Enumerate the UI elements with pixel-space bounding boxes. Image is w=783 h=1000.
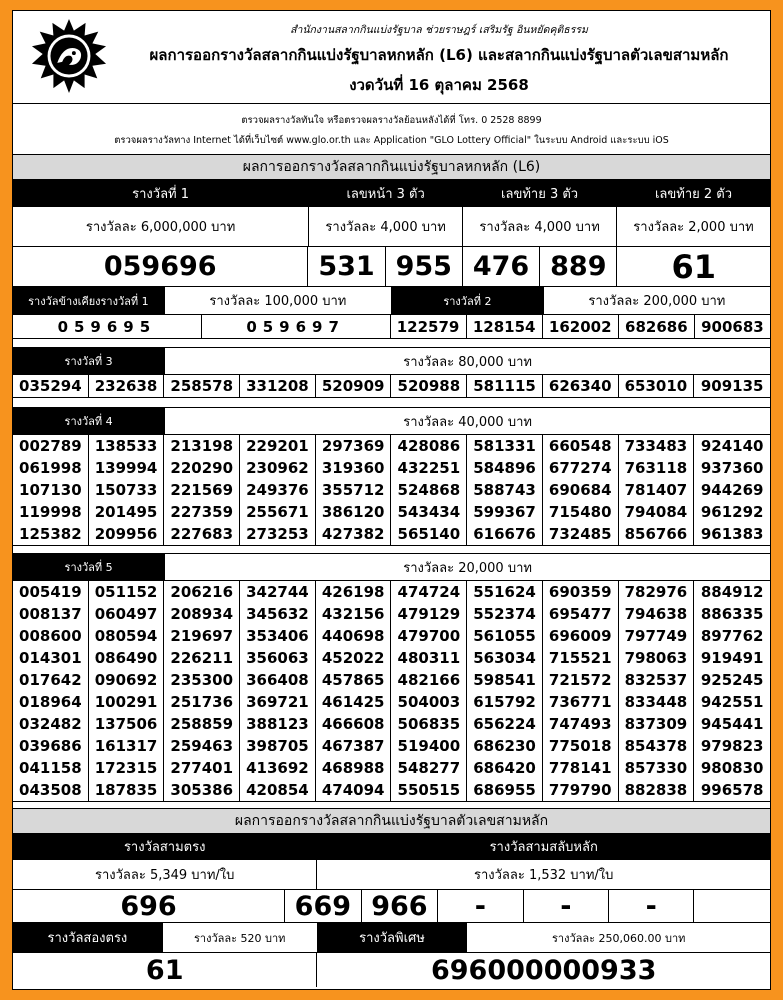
fifth-prize-number: 161317 [89, 735, 165, 757]
fifth-prize-number: 832537 [619, 669, 695, 691]
fourth-prize-number: 690684 [543, 479, 619, 501]
third-prize-number: 520988 [391, 375, 467, 397]
straight3-amount: รางวัลละ 5,349 บาท/ใบ [13, 860, 317, 889]
fourth-prize-number: 524868 [391, 479, 467, 501]
fourth-prize-number: 150733 [89, 479, 165, 501]
fourth-prize-number: 229201 [240, 435, 316, 457]
fourth-prize-number: 119998 [13, 501, 89, 523]
fourth-prize-label: รางวัลที่ 4 [13, 408, 165, 434]
fourth-prize-number: 565140 [391, 523, 467, 545]
back2-amount: รางวัลละ 2,000 บาท [633, 220, 754, 235]
fifth-prize-number: 778141 [543, 757, 619, 779]
fourth-prize-number: 781407 [619, 479, 695, 501]
fifth-prize-number: 479129 [391, 603, 467, 625]
straight2-amount: รางวัลละ 520 บาท [163, 923, 318, 952]
fifth-prize-number: 519400 [391, 735, 467, 757]
fifth-prize-number: 656224 [467, 713, 543, 735]
fifth-prize-number: 461425 [316, 691, 392, 713]
fifth-prize-number: 882838 [619, 779, 695, 801]
fifth-prize-number: 474724 [391, 581, 467, 603]
fourth-prize-number: 139994 [89, 457, 165, 479]
fifth-prize-number: 482166 [391, 669, 467, 691]
fourth-prize-number: 660548 [543, 435, 619, 457]
fourth-prize-number: 961292 [700, 503, 764, 521]
tote3-number: 966 [362, 890, 439, 922]
fifth-prize-number: 736771 [543, 691, 619, 713]
fourth-prize-number: 616676 [467, 523, 543, 545]
fourth-prize-number: 297369 [316, 435, 392, 457]
fourth-prize-number: 227359 [164, 501, 240, 523]
fifth-prize-number: 979823 [700, 737, 764, 755]
fourth-prize-number: 732485 [543, 523, 619, 545]
fifth-prize-number: 043508 [13, 779, 89, 801]
second-prize-number: 162002 [543, 315, 619, 338]
second-prize-number: 682686 [619, 315, 695, 338]
contact-web: ตรวจผลรางวัลทาง Internet ได้ที่เว็บไซต์ www.glo.or.th และ Application "GLO Lottery Official" ในระบบ Android และระบบ iOS [114, 135, 669, 146]
fourth-prize-number: 138533 [89, 435, 165, 457]
fourth-prize-number: 715480 [543, 501, 619, 523]
first-prize-label: รางวัลที่ 1 [13, 180, 309, 206]
fourth-prize-number: 061998 [13, 457, 89, 479]
back3-amount: รางวัลละ 4,000 บาท [463, 207, 617, 246]
fifth-prize-number: 598541 [467, 669, 543, 691]
fifth-prize-number: 259463 [164, 735, 240, 757]
glo-emblem-icon [30, 17, 108, 95]
fifth-prize-number: 854378 [619, 735, 695, 757]
fourth-prize-number: 733483 [619, 435, 695, 457]
tote3-number: 669 [285, 890, 362, 922]
fifth-prize-number: 686230 [467, 735, 543, 757]
fourth-prize-number: 924140 [700, 437, 764, 455]
contact-phone: ตรวจผลรางวัลทันใจ หรือตรวจผลรางวัลย้อนหลังได้ที่ โทร. 0 2528 8899 [241, 115, 542, 126]
fifth-prize-number: 086490 [89, 647, 165, 669]
fifth-prize-number: 833448 [619, 691, 695, 713]
fourth-prize-amount: รางวัลละ 40,000 บาท [403, 414, 532, 430]
fifth-prize-number: 721572 [543, 669, 619, 691]
fifth-prize-number: 017642 [13, 669, 89, 691]
fifth-prize-number: 506835 [391, 713, 467, 735]
third-prize-number: 626340 [543, 375, 619, 397]
fifth-prize-number: 251736 [164, 691, 240, 713]
special-prize-number: 696000000933 [430, 954, 657, 986]
straight3-label: รางวัลสามตรง [13, 834, 317, 859]
third-prize-number: 581115 [467, 375, 543, 397]
fifth-prize-number: 468988 [316, 757, 392, 779]
fifth-prize-number: 258859 [164, 713, 240, 735]
third-prize-number: 331208 [240, 375, 316, 397]
empty-cell [694, 890, 770, 922]
fifth-prize-number: 747493 [543, 713, 619, 735]
fourth-prize-number: 584896 [467, 457, 543, 479]
fifth-prize-number: 345632 [240, 603, 316, 625]
page-title: ผลการออกรางวัลสลากกินแบ่งรัฐบาลหกหลัก (L6) และสลากกินแบ่งรัฐบาลตัวเลขสามหลัก [149, 46, 729, 64]
fifth-prize-number: 857330 [619, 757, 695, 779]
fifth-prize-number: 426198 [316, 581, 392, 603]
fifth-prize-number: 005419 [13, 581, 89, 603]
fourth-prize-number: 273253 [240, 523, 316, 545]
straight2-label: รางวัลสองตรง [13, 923, 163, 952]
header [13, 11, 770, 104]
fifth-prize-number: 452022 [316, 647, 392, 669]
fifth-prize-number: 353406 [240, 625, 316, 647]
org-line: สำนักงานสลากกินแบ่งรัฐบาล ช่วยราษฎร์ เสริมรัฐ อินหยัดคุติธรรม [290, 24, 588, 36]
straight3-number: 696 [13, 890, 285, 922]
fifth-prize-number: 206216 [164, 581, 240, 603]
fifth-prize-number: 366408 [240, 669, 316, 691]
fifth-prize-label: รางวัลที่ 5 [13, 554, 165, 580]
fifth-prize-number: 305386 [164, 779, 240, 801]
tote3-amount: รางวัลละ 1,532 บาท/ใบ [473, 868, 614, 883]
fourth-prize-number: 581331 [467, 435, 543, 457]
fourth-prize-number: 002789 [13, 435, 89, 457]
third-prize-number: 653010 [619, 375, 695, 397]
fourth-prize-number: 428086 [391, 435, 467, 457]
fifth-prize-number: 420854 [240, 779, 316, 801]
fourth-prize-number: 794084 [619, 501, 695, 523]
front3-label: เลขหน้า 3 ตัว [309, 180, 463, 206]
second-prize-label: รางวัลที่ 2 [392, 287, 544, 314]
fourth-prize-number: 599367 [467, 501, 543, 523]
fifth-prize-number: 008600 [13, 625, 89, 647]
lottery-result-sheet [12, 10, 771, 990]
fourth-prize-number: 230962 [240, 457, 316, 479]
fifth-prize-number: 690359 [543, 581, 619, 603]
fifth-prize-number: 398705 [240, 735, 316, 757]
fourth-prize-number: 386120 [316, 501, 392, 523]
fourth-prize-number: 201495 [89, 501, 165, 523]
fourth-prize-number: 543434 [391, 501, 467, 523]
near-first-amount: รางวัลละ 100,000 บาท [165, 287, 392, 314]
fourth-prize-numbers [13, 435, 770, 546]
fifth-prize-number: 561055 [467, 625, 543, 647]
fifth-prize-number: 440698 [316, 625, 392, 647]
fourth-prize-number: 227683 [164, 523, 240, 545]
fifth-prize-number: 457865 [316, 669, 392, 691]
fifth-prize-number: 798063 [619, 647, 695, 669]
near-first-number: 059695 [13, 315, 202, 338]
fifth-prize-number: 779790 [543, 779, 619, 801]
fifth-prize-number: 686955 [467, 779, 543, 801]
second-prize-number: 128154 [467, 315, 543, 338]
fifth-prize-number: 996578 [700, 781, 764, 799]
fifth-prize-number: 137506 [89, 713, 165, 735]
fifth-prize-number: 686420 [467, 757, 543, 779]
fifth-prize-number: 925245 [700, 671, 764, 689]
fifth-prize-number: 715521 [543, 647, 619, 669]
fifth-prize-number: 886335 [700, 605, 764, 623]
fifth-prize-number: 219697 [164, 625, 240, 647]
third-prize-number: 909135 [700, 377, 764, 395]
back3-number: 889 [540, 247, 617, 286]
fourth-prize-number: 213198 [164, 435, 240, 457]
fifth-prize-amount: รางวัลละ 20,000 บาท [403, 560, 532, 576]
fifth-prize-number: 837309 [619, 713, 695, 735]
fifth-prize-number: 369721 [240, 691, 316, 713]
fourth-prize-number: 255671 [240, 501, 316, 523]
fifth-prize-number: 563034 [467, 647, 543, 669]
fourth-prize-number: 944269 [700, 481, 764, 499]
fifth-prize-number: 018964 [13, 691, 89, 713]
fifth-prize-number: 226211 [164, 647, 240, 669]
fifth-prize-number: 467387 [316, 735, 392, 757]
front3-number: 531 [308, 247, 385, 286]
fourth-prize-number: 209956 [89, 523, 165, 545]
fifth-prize-number: 041158 [13, 757, 89, 779]
first-prize-amount: รางวัลละ 6,000,000 บาท [13, 207, 309, 246]
special-prize-label: รางวัลพิเศษ [318, 923, 468, 952]
tote3-label: รางวัลสามสลับหลัก [317, 834, 770, 859]
first-prize-number: 059696 [13, 247, 308, 286]
tote3-number: - [524, 890, 609, 922]
back3-number: 476 [463, 247, 540, 286]
fifth-prize-number: 919491 [700, 649, 764, 667]
fifth-prize-number: 480311 [391, 647, 467, 669]
fourth-prize-number: 677274 [543, 457, 619, 479]
fifth-prize-number: 090692 [89, 669, 165, 691]
fourth-prize-number: 937360 [700, 459, 764, 477]
fifth-prize-number: 980830 [700, 759, 764, 777]
draw-date: งวดวันที่ 16 ตุลาคม 2568 [349, 76, 529, 94]
fifth-prize-number: 550515 [391, 779, 467, 801]
fifth-prize-number: 100291 [89, 691, 165, 713]
near-first-label: รางวัลข้างเคียงรางวัลที่ 1 [13, 287, 165, 314]
third-prize-label: รางวัลที่ 3 [13, 348, 165, 374]
fifth-prize-number: 782976 [619, 581, 695, 603]
special-prize-amount: รางวัลละ 250,060.00 บาท [551, 931, 686, 945]
fifth-prize-number: 277401 [164, 757, 240, 779]
fifth-prize-number: 942551 [700, 693, 764, 711]
fourth-prize-number: 249376 [240, 479, 316, 501]
fifth-prize-number: 413692 [240, 757, 316, 779]
fourth-prize-number: 107130 [13, 479, 89, 501]
fifth-prize-numbers [13, 581, 770, 802]
fourth-prize-number: 355712 [316, 479, 392, 501]
third-prize-numbers [13, 375, 770, 398]
fifth-prize-number: 794638 [619, 603, 695, 625]
front3-amount: รางวัลละ 4,000 บาท [309, 207, 463, 246]
fifth-prize-number: 504003 [391, 691, 467, 713]
third-prize-number: 520909 [316, 375, 392, 397]
fifth-prize-number: 945441 [700, 715, 764, 733]
fourth-prize-number: 588743 [467, 479, 543, 501]
third-prize-number: 035294 [13, 375, 89, 397]
fifth-prize-number: 172315 [89, 757, 165, 779]
back2-label: เลขท้าย 2 ตัว [617, 180, 770, 206]
fifth-prize-number: 548277 [391, 757, 467, 779]
fifth-prize-number: 235300 [164, 669, 240, 691]
tote3-number: - [438, 890, 523, 922]
fifth-prize-number: 432156 [316, 603, 392, 625]
third-prize-amount: รางวัลละ 80,000 บาท [403, 354, 532, 370]
fifth-prize-number: 897762 [700, 627, 764, 645]
fifth-prize-number: 187835 [89, 779, 165, 801]
fifth-prize-number: 080594 [89, 625, 165, 647]
fourth-prize-number: 856766 [619, 523, 695, 545]
third-prize-number: 232638 [89, 375, 165, 397]
l6-section-title: ผลการออกรางวัลสลากกินแบ่งรัฐบาลหกหลัก (L6) [13, 155, 770, 180]
back3-label: เลขท้าย 3 ตัว [463, 180, 617, 206]
fifth-prize-number: 032482 [13, 713, 89, 735]
fifth-prize-number: 014301 [13, 647, 89, 669]
fifth-prize-number: 479700 [391, 625, 467, 647]
third-prize-number: 258578 [164, 375, 240, 397]
fourth-prize-number: 221569 [164, 479, 240, 501]
fifth-prize-number: 039686 [13, 735, 89, 757]
fifth-prize-number: 551624 [467, 581, 543, 603]
fourth-prize-number: 427382 [316, 523, 392, 545]
back2-number: 61 [671, 247, 716, 286]
fifth-prize-number: 552374 [467, 603, 543, 625]
fifth-prize-number: 208934 [164, 603, 240, 625]
fifth-prize-number: 775018 [543, 735, 619, 757]
second-prize-number: 122579 [391, 315, 467, 338]
fourth-prize-number: 763118 [619, 457, 695, 479]
fourth-prize-number: 125382 [13, 523, 89, 545]
fourth-prize-number: 319360 [316, 457, 392, 479]
fifth-prize-number: 474094 [316, 779, 392, 801]
contact-info [13, 104, 770, 155]
fourth-prize-number: 432251 [391, 457, 467, 479]
fifth-prize-number: 797749 [619, 625, 695, 647]
fifth-prize-number: 008137 [13, 603, 89, 625]
tote3-number: - [609, 890, 694, 922]
n3-section-title: ผลการออกรางวัลสลากกินแบ่งรัฐบาลตัวเลขสามหลัก [13, 809, 770, 834]
fourth-prize-number: 961383 [700, 525, 764, 543]
fifth-prize-number: 051152 [89, 581, 165, 603]
fifth-prize-number: 884912 [700, 583, 764, 601]
fifth-prize-number: 696009 [543, 625, 619, 647]
second-prize-amount: รางวัลละ 200,000 บาท [588, 294, 726, 309]
second-prize-number: 900683 [701, 317, 764, 336]
fifth-prize-number: 695477 [543, 603, 619, 625]
straight2-number: 61 [13, 953, 317, 987]
fifth-prize-number: 060497 [89, 603, 165, 625]
fifth-prize-number: 466608 [316, 713, 392, 735]
fifth-prize-number: 356063 [240, 647, 316, 669]
front3-number: 955 [386, 247, 463, 286]
fourth-prize-number: 220290 [164, 457, 240, 479]
near-first-number: 059697 [202, 315, 391, 338]
fifth-prize-number: 342744 [240, 581, 316, 603]
fifth-prize-number: 615792 [467, 691, 543, 713]
fifth-prize-number: 388123 [240, 713, 316, 735]
